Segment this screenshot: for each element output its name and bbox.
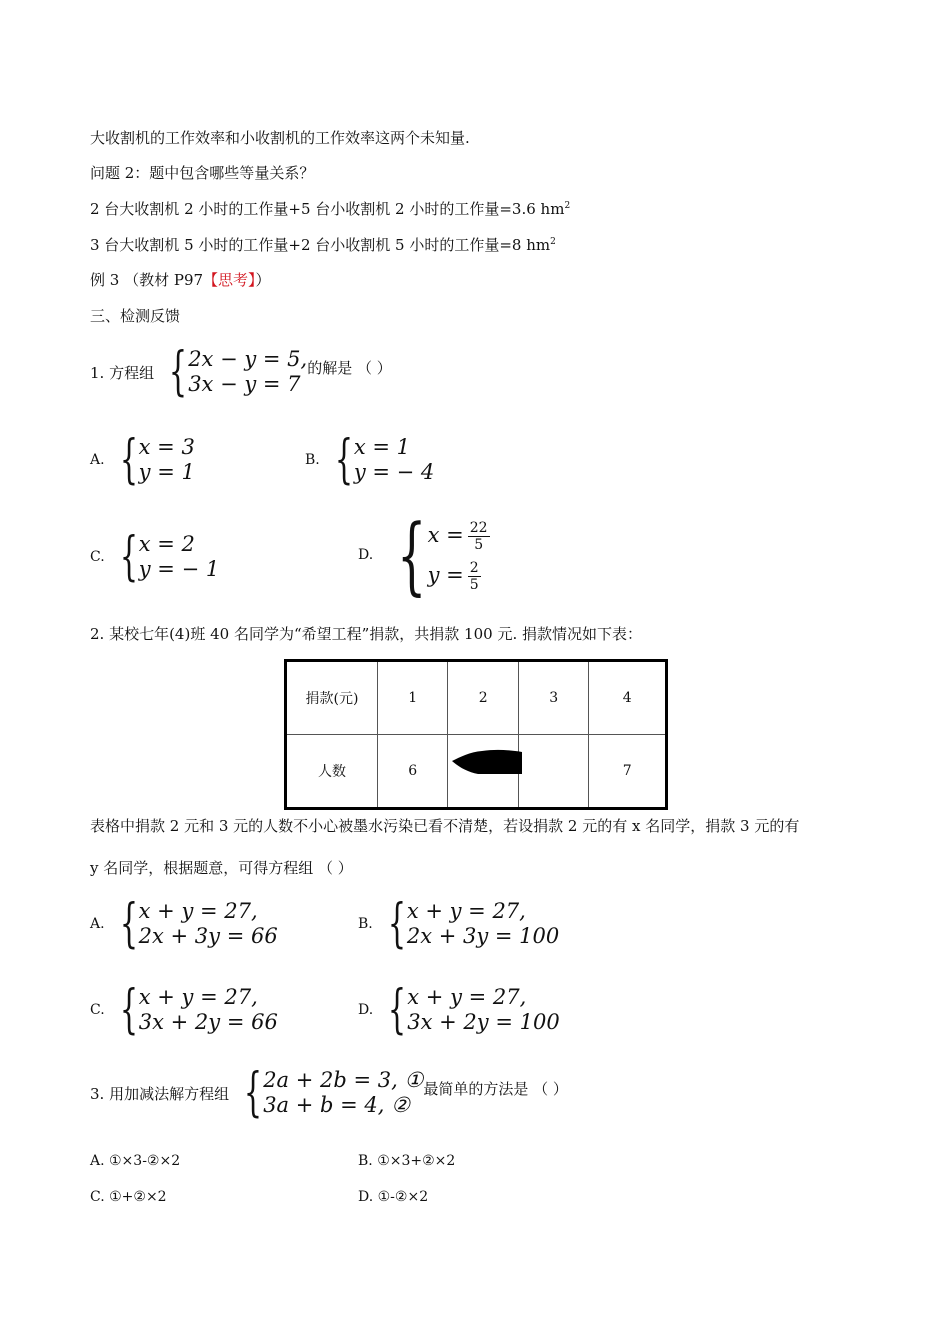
superscript: 2 (564, 201, 571, 211)
equation-lhs: y = (427, 563, 464, 587)
brace: { (388, 980, 407, 1040)
q1-system (188, 347, 307, 397)
q1-option-a[interactable] (90, 430, 195, 490)
q3-system (263, 1068, 423, 1118)
equation: x + y = 27, (138, 985, 258, 1009)
equation-lhs: x = (427, 523, 464, 547)
table-cell: 4 (589, 661, 667, 735)
q3-prefix: 3. 用加减法解方程组 (90, 1084, 230, 1103)
brace: { (119, 980, 138, 1040)
example-3-suffix: ） (255, 271, 271, 289)
relation-2 (90, 235, 556, 255)
donation-table (284, 659, 668, 810)
question-2-heading: 问题 2：题中包含哪些等量关系？ (90, 164, 315, 182)
option-system (139, 899, 278, 949)
example-3 (90, 270, 271, 290)
relation-1-text: 2 台大收割机 2 小时的工作量+5 台小收割机 2 小时的工作量=3.6 hm (90, 200, 565, 218)
denominator: 5 (474, 537, 484, 553)
option-label: A. (90, 916, 105, 932)
equation: 2x + 3y = 66 (138, 924, 278, 948)
relation-1 (90, 199, 570, 219)
q2-option-c[interactable] (90, 980, 278, 1040)
equation: 3x + 2y = 66 (138, 1010, 278, 1034)
equation: y = 1 (138, 460, 195, 484)
example-3-think-tag: 【思考】 (203, 271, 256, 289)
q3-suffix: 最简单的方法是 （ ） (423, 1080, 568, 1098)
equation: y = − 1 (138, 557, 220, 581)
q2-after-line-1: 表格中捐款 2 元和 3 元的人数不小心被墨水污染已看不清楚，若设捐款 2 元的有 x 名同学，捐款 3 元的有 (90, 817, 800, 835)
equation: 3a + b = 4, ② (263, 1093, 410, 1117)
q2-after-line-2: y 名同学，根据题意，可得方程组 （ ） (90, 859, 353, 877)
brace: { (334, 430, 353, 490)
superscript: 2 (550, 237, 556, 247)
q3-option-c[interactable]: C. ①+②×2 (90, 1189, 167, 1205)
option-label: B. (305, 452, 320, 468)
table-cell: 人数 (286, 735, 378, 809)
equation: x + y = 27, (406, 899, 526, 923)
numerator: 22 (469, 520, 488, 536)
ink-blot (452, 748, 522, 774)
option-label: C. (90, 1002, 105, 1018)
q3-option-d[interactable]: D. ①-②×2 (358, 1189, 429, 1205)
brace: { (119, 430, 138, 490)
numerator: 2 (469, 560, 479, 576)
brace: { (168, 342, 188, 402)
q1-option-d[interactable] (358, 506, 490, 604)
section-3-title: 三、检测反馈 (90, 307, 181, 325)
brace: { (119, 894, 138, 954)
q3-option-a[interactable]: A. ①×3-②×2 (90, 1153, 181, 1169)
fraction (468, 560, 481, 593)
equation (428, 555, 490, 595)
q2-stem: 2. 某校七年(4)班 40 名同学为“希望工程”捐款，共捐款 100 元. 捐款情况如下表： (90, 625, 642, 643)
fraction (468, 520, 490, 553)
table-cell (518, 735, 588, 809)
q3-stem (90, 1063, 568, 1123)
equation: 2a + 2b = 3, ① (263, 1068, 424, 1092)
brace: { (397, 506, 427, 604)
equation: 2x − y = 5, (188, 347, 308, 371)
q1-option-b[interactable] (305, 430, 435, 490)
equation: x = 3 (138, 435, 195, 459)
equation (428, 515, 490, 555)
denominator: 5 (469, 577, 479, 593)
brace: { (243, 1063, 263, 1123)
equation: x = 1 (353, 435, 410, 459)
option-system (139, 532, 219, 582)
option-label: B. (358, 916, 373, 932)
equation: x + y = 27, (138, 899, 258, 923)
table-row (286, 661, 667, 735)
table-cell: 7 (589, 735, 667, 809)
equation: 2x + 3y = 100 (406, 924, 560, 948)
table-cell: 捐款(元) (286, 661, 378, 735)
option-label: C. (90, 549, 105, 565)
q1-stem (90, 342, 392, 402)
equation: x = 2 (138, 532, 195, 556)
option-system (354, 435, 434, 485)
table-cell: 1 (378, 661, 448, 735)
option-system (139, 985, 278, 1035)
option-system (139, 435, 195, 485)
brace: { (119, 527, 138, 587)
equation: 3x + 2y = 100 (407, 1010, 560, 1034)
option-system (428, 515, 490, 595)
q1-suffix: 的解是 （ ） (307, 359, 392, 377)
table-cell: 2 (448, 661, 518, 735)
q2-option-a[interactable] (90, 894, 278, 954)
q2-option-b[interactable] (358, 894, 560, 954)
option-system (407, 899, 559, 949)
table-cell: 6 (378, 735, 448, 809)
brace: { (387, 894, 406, 954)
intro-line: 大收割机的工作效率和小收割机的工作效率这两个未知量. (90, 129, 470, 147)
equation: 3x − y = 7 (188, 372, 301, 396)
option-label: D. (358, 547, 374, 563)
relation-2-text: 3 台大收割机 5 小时的工作量+2 台小收割机 5 小时的工作量=8 hm (90, 236, 551, 254)
table-cell: 3 (518, 661, 588, 735)
option-label: D. (358, 1002, 374, 1018)
equation: x + y = 27, (407, 985, 527, 1009)
q2-option-d[interactable] (358, 980, 560, 1040)
option-label: A. (90, 452, 105, 468)
q1-option-c[interactable] (90, 527, 220, 587)
equation: y = − 4 (353, 460, 435, 484)
example-3-prefix: 例 3 （教材 P97 (90, 271, 204, 289)
q3-option-b[interactable]: B. ①×3+②×2 (358, 1153, 456, 1169)
option-system (407, 985, 559, 1035)
q1-prefix: 1. 方程组 (90, 363, 155, 382)
